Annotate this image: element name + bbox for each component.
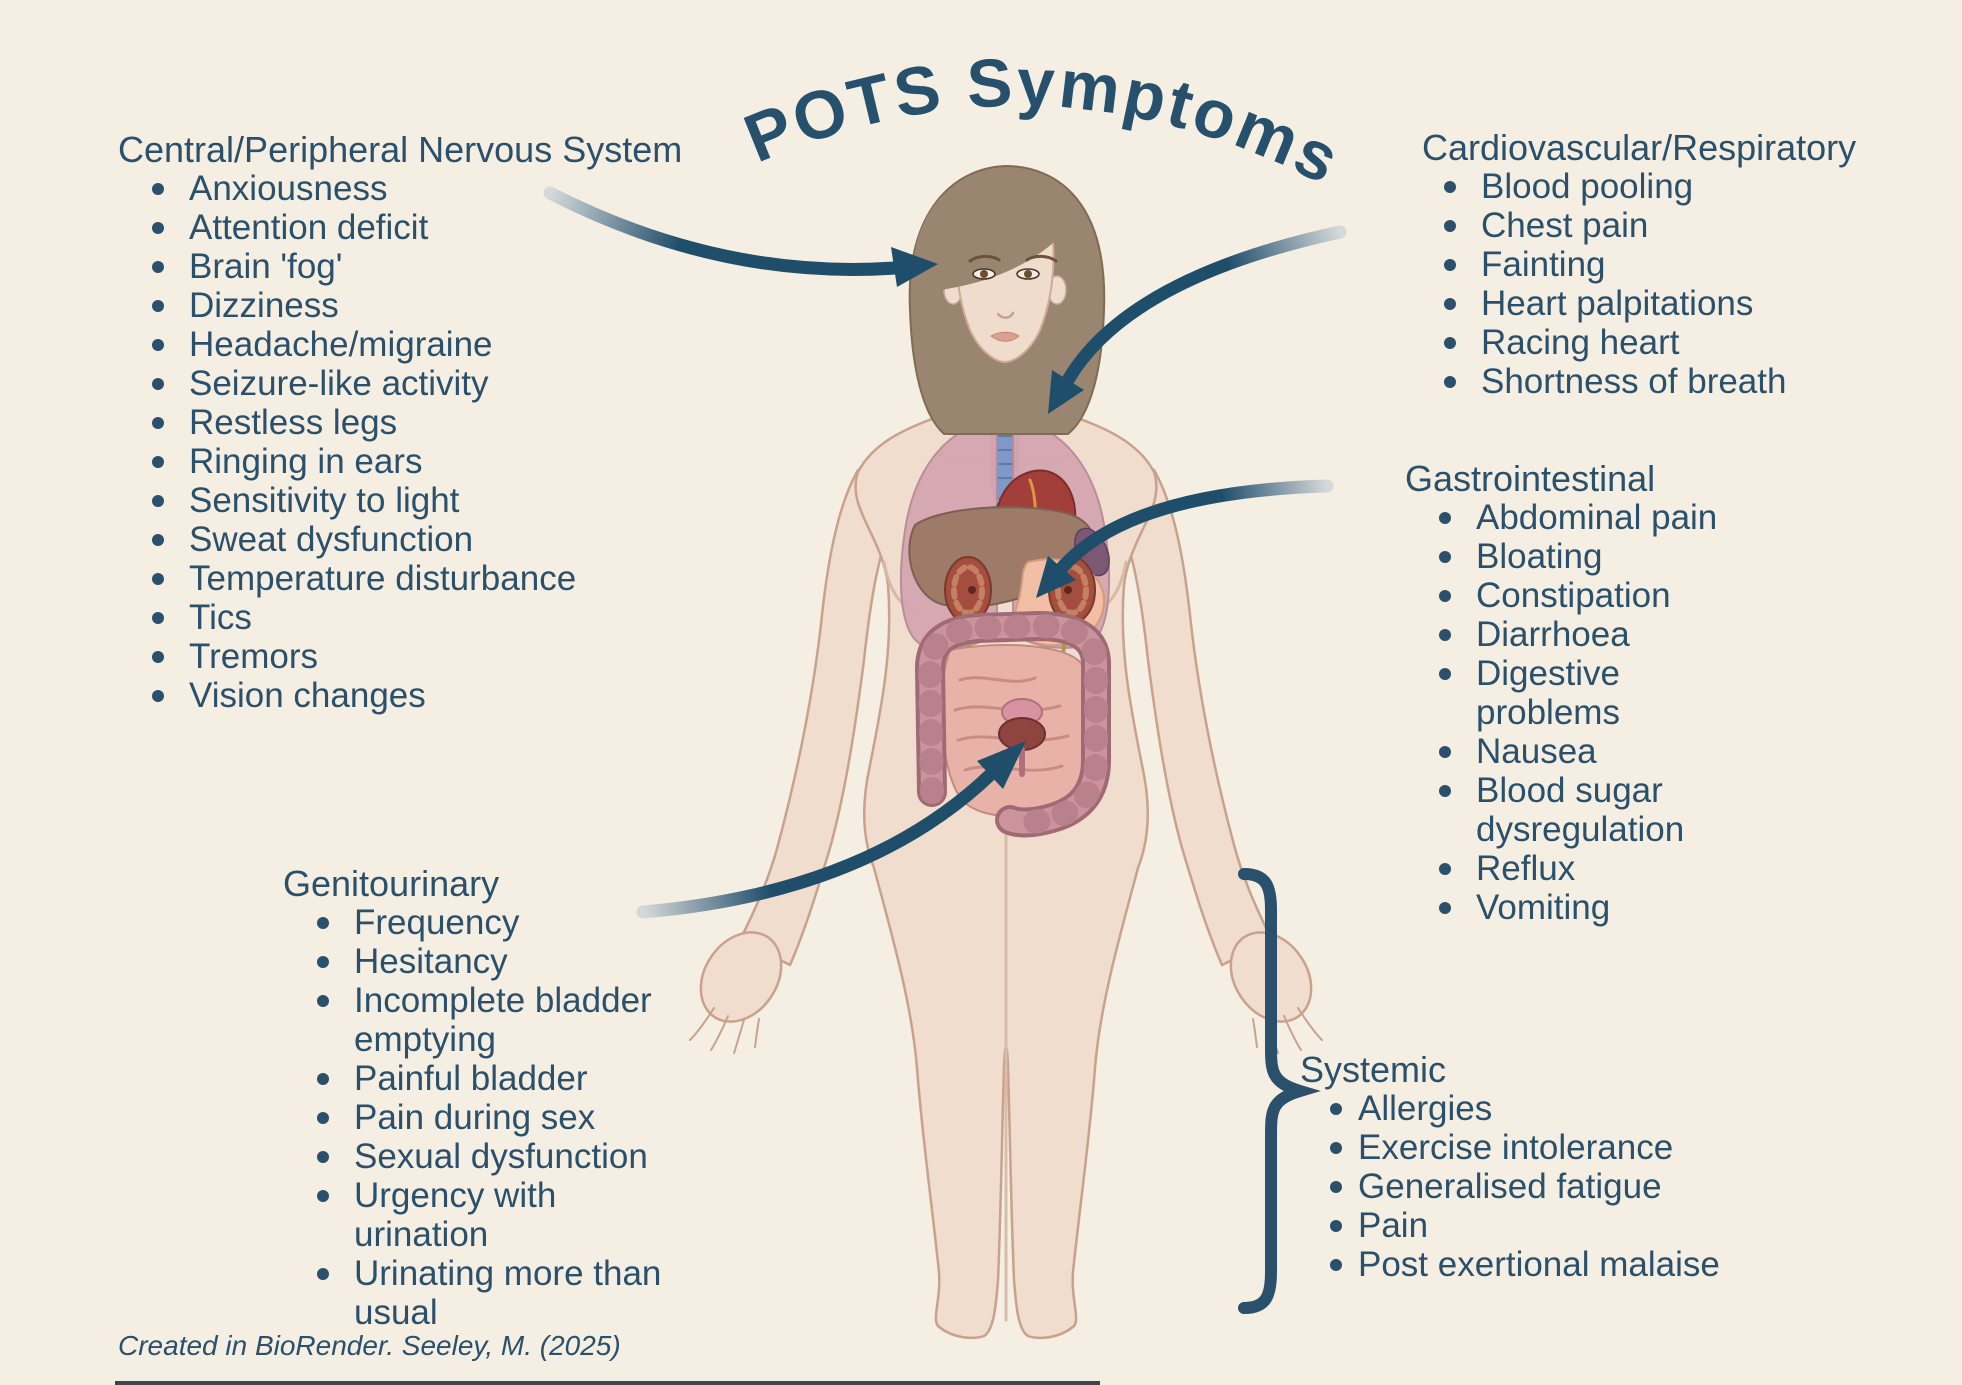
symptom-label: Shortness of breath (1481, 362, 1787, 401)
symptom-item (1422, 323, 1892, 362)
symptom-item (283, 942, 683, 981)
bullet-icon (152, 534, 164, 546)
section-systemic (1300, 1050, 1800, 1284)
bullet-icon (1439, 785, 1451, 797)
bullet-icon (1439, 668, 1451, 680)
symptom-item (283, 903, 683, 942)
symptom-label: Reflux (1476, 849, 1576, 888)
bullet-icon (1444, 376, 1456, 388)
symptom-label: Diarrhoea (1476, 615, 1630, 654)
section-cns-heading: Central/Peripheral Nervous System (118, 129, 683, 170)
symptom-item (1422, 167, 1892, 206)
bullet-icon (1439, 551, 1451, 563)
bullet-icon (1439, 746, 1451, 758)
symptom-list-cns (118, 169, 778, 715)
bullet-icon (152, 222, 164, 234)
symptom-label: Painful bladder (354, 1059, 588, 1098)
symptom-label: Tremors (189, 637, 318, 676)
symptom-item (118, 169, 778, 208)
bullet-icon (152, 378, 164, 390)
symptom-label: Vomiting (1476, 888, 1611, 927)
symptom-list-gi (1405, 498, 1735, 927)
symptom-item (118, 208, 778, 247)
symptom-label: Urinating more than usual (354, 1254, 662, 1332)
credit-text: Created in BioRender. Seeley, M. (2025) (118, 1330, 621, 1361)
symptom-item (283, 1176, 683, 1254)
bullet-icon (1330, 1103, 1342, 1115)
symptom-item (1405, 615, 1735, 654)
symptom-item (1300, 1245, 1800, 1284)
bullet-icon (152, 573, 164, 585)
section-cardio (1422, 128, 1892, 401)
symptom-item (1422, 362, 1892, 401)
symptom-item (118, 403, 778, 442)
symptom-label: Restless legs (189, 403, 398, 442)
bullet-icon (317, 995, 329, 1007)
bullet-icon (1330, 1142, 1342, 1154)
symptom-label: Nausea (1476, 732, 1597, 771)
section-gi (1405, 459, 1735, 927)
symptom-label: Racing heart (1481, 323, 1680, 362)
symptom-label: Post exertional malaise (1358, 1245, 1720, 1284)
bullet-icon (1330, 1220, 1342, 1232)
symptom-item (118, 598, 778, 637)
bullet-icon (1439, 863, 1451, 875)
symptom-item (118, 520, 778, 559)
symptom-item (118, 481, 778, 520)
symptom-label: Pain during sex (354, 1098, 596, 1137)
bullet-icon (1444, 298, 1456, 310)
bullet-icon (152, 690, 164, 702)
symptom-item (1405, 732, 1735, 771)
symptom-item (118, 364, 778, 403)
symptom-label: Headache/migraine (189, 325, 493, 364)
symptom-item (1405, 771, 1735, 849)
right-arm (1116, 470, 1272, 965)
bullet-icon (317, 1190, 329, 1202)
symptom-item (1422, 284, 1892, 323)
bullet-icon (1439, 629, 1451, 641)
symptom-item (1405, 498, 1735, 537)
symptom-label: Frequency (354, 903, 520, 942)
symptom-item (1300, 1128, 1800, 1167)
bullet-icon (317, 1073, 329, 1085)
symptom-label: Allergies (1358, 1089, 1493, 1128)
symptom-label: Attention deficit (189, 208, 429, 247)
page-title: POTS Symptoms (734, 44, 1354, 200)
section-systemic-heading: Systemic (1300, 1049, 1447, 1090)
bullet-icon (1439, 512, 1451, 524)
symptom-label: Sexual dysfunction (354, 1137, 648, 1176)
symptom-item (118, 286, 778, 325)
bullet-icon (1444, 259, 1456, 271)
symptom-item (283, 1059, 683, 1098)
symptom-label: Urgency with urination (354, 1176, 557, 1254)
symptom-label: Pain (1358, 1206, 1429, 1245)
bullet-icon (317, 1268, 329, 1280)
symptom-item (118, 676, 778, 715)
symptom-item (118, 637, 778, 676)
section-gu-heading: Genitourinary (283, 863, 500, 904)
symptom-item (118, 442, 778, 481)
symptom-label: Dizziness (189, 286, 339, 325)
bullet-icon (317, 1112, 329, 1124)
symptom-item (1405, 537, 1735, 576)
symptom-label: Fainting (1481, 245, 1606, 284)
bullet-icon (152, 300, 164, 312)
symptom-item (1300, 1167, 1800, 1206)
symptom-list-gu (283, 903, 683, 1332)
bullet-icon (152, 495, 164, 507)
bullet-icon (317, 917, 329, 929)
symptom-label: Sweat dysfunction (189, 520, 474, 559)
symptom-label: Exercise intolerance (1358, 1128, 1674, 1167)
symptom-label: Generalised fatigue (1358, 1167, 1662, 1206)
symptom-item (283, 1098, 683, 1137)
section-gi-heading: Gastrointestinal (1405, 458, 1656, 499)
symptom-item (1300, 1089, 1800, 1128)
symptom-item (1405, 654, 1735, 732)
symptom-item (1422, 245, 1892, 284)
symptom-label: Blood sugar dysregulation (1476, 771, 1685, 849)
symptom-item (118, 325, 778, 364)
bottom-edge-line (115, 1381, 1100, 1385)
symptom-label: Chest pain (1481, 206, 1649, 245)
symptom-label: Anxiousness (189, 169, 388, 208)
symptom-label: Sensitivity to light (189, 481, 460, 520)
symptom-label: Heart palpitations (1481, 284, 1754, 323)
symptom-label: Tics (189, 598, 252, 637)
symptom-label: Brain 'fog' (189, 247, 343, 286)
symptom-label: Vision changes (189, 676, 426, 715)
symptom-item (1405, 849, 1735, 888)
bullet-icon (152, 339, 164, 351)
symptom-label: Blood pooling (1481, 167, 1694, 206)
symptom-label: Incomplete bladder emptying (354, 981, 652, 1059)
bullet-icon (1439, 902, 1451, 914)
symptom-label: Seizure-like activity (189, 364, 489, 403)
symptom-item (283, 1254, 683, 1332)
symptom-item (283, 1137, 683, 1176)
bullet-icon (317, 956, 329, 968)
section-cns (118, 130, 778, 715)
bullet-icon (1444, 220, 1456, 232)
symptom-item (118, 559, 778, 598)
symptom-list-systemic (1300, 1089, 1800, 1284)
symptom-item (1300, 1206, 1800, 1245)
section-gu (283, 864, 683, 1332)
bullet-icon (1444, 181, 1456, 193)
symptom-label: Digestive problems (1476, 654, 1620, 732)
symptom-label: Bloating (1476, 537, 1603, 576)
symptom-label: Hesitancy (354, 942, 508, 981)
bullet-icon (152, 261, 164, 273)
symptom-list-cardio (1422, 167, 1892, 401)
bullet-icon (1330, 1259, 1342, 1271)
bullet-icon (1444, 337, 1456, 349)
bullet-icon (152, 456, 164, 468)
symptom-item (1405, 888, 1735, 927)
symptom-item (118, 247, 778, 286)
bullet-icon (1330, 1181, 1342, 1193)
section-cardio-heading: Cardiovascular/Respiratory (1422, 127, 1857, 168)
symptom-label: Ringing in ears (189, 442, 423, 481)
bullet-icon (152, 183, 164, 195)
symptom-label: Abdominal pain (1476, 498, 1718, 537)
bullet-icon (317, 1151, 329, 1163)
symptom-item (1405, 576, 1735, 615)
bullet-icon (152, 612, 164, 624)
bullet-icon (152, 651, 164, 663)
symptom-item (283, 981, 683, 1059)
bullet-icon (152, 417, 164, 429)
symptom-item (1422, 206, 1892, 245)
bullet-icon (1439, 590, 1451, 602)
symptom-label: Constipation (1476, 576, 1671, 615)
symptom-label: Temperature disturbance (189, 559, 577, 598)
